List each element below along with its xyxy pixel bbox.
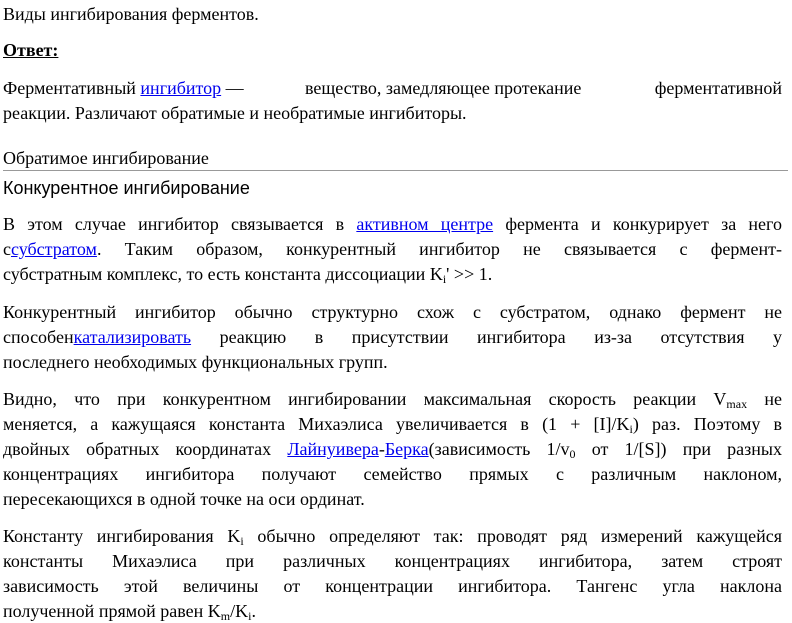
link-active-center[interactable]: активном центре	[356, 214, 494, 234]
p3-text: не	[747, 389, 782, 409]
p3-line-2	[3, 413, 782, 435]
p3-text: Видно, что при конкурентном ингибировании максимальная скорость реакции V	[3, 389, 727, 409]
p1-text: . Таким образом, конкурентный ингибитор не связывается с фермент-	[96, 239, 782, 259]
p3-line-4: концентрациях ингибитора получают семейство прямых с различным наклоном,	[3, 464, 782, 484]
doc-title: Виды ингибирования ферментов.	[3, 4, 259, 24]
p3-text: -	[378, 439, 385, 459]
link-burk[interactable]: Берка	[384, 439, 429, 459]
p3-text: меняется, а кажущаяся константа Михаэлиса увеличивается в (1 + [I]/K	[3, 414, 630, 434]
p4-line-2: константы Михаэлиса при различных концентрациях ингибитора, затем строят	[3, 551, 782, 571]
subscript: 0	[569, 447, 576, 461]
subscript: i	[248, 609, 252, 623]
p1-text: фермента и конкурирует за него	[493, 214, 782, 234]
p3-text: от 1/[S]) при разных	[575, 439, 782, 459]
p3-text: (зависимость 1/v	[428, 439, 570, 459]
link-lineweaver[interactable]: Лайнуивера	[287, 439, 379, 459]
p2-line-3: последнего необходимых функциональных групп.	[3, 352, 388, 372]
p3-text: ) раз. Поэтому в	[632, 414, 782, 434]
p4-text: Константу ингибирования K	[3, 526, 241, 546]
link-catalyze[interactable]: катализировать	[73, 327, 192, 347]
subscript: max	[726, 397, 748, 411]
intro-text: ферментативной	[654, 78, 782, 98]
p4-line-3: зависимость этой величины от концентрации ингибитора. Тангенс угла наклона	[3, 576, 782, 596]
section-divider	[3, 170, 788, 171]
subscript: i	[629, 422, 633, 436]
intro-text: Ферментативный	[3, 78, 141, 98]
p3-text: двойных обратных координатах	[3, 439, 288, 459]
subscript: i	[240, 534, 244, 548]
subscript: m	[220, 609, 231, 623]
p2-text: способен	[3, 327, 74, 347]
subscript: i	[442, 272, 447, 286]
p1-text: В этом случае ингибитор связывается в	[3, 214, 357, 234]
answer-label: Ответ:	[3, 40, 59, 60]
p4-text: обычно определяют так: проводят ряд измерений кажущейся	[243, 526, 783, 546]
p1-text: субстратным комплекс, то есть константа диссоциации K	[3, 264, 443, 284]
p4-line-1	[3, 525, 782, 547]
p1-text: ' >> 1.	[446, 264, 493, 284]
p3-line-5: пересекающихся в одной точке на оси ординат.	[3, 489, 365, 509]
intro-text: вещество, замедляющее протекание	[305, 78, 582, 98]
p1-line-1	[3, 213, 782, 235]
p3-line-1	[3, 388, 782, 410]
p4-line-4	[3, 600, 256, 622]
p4-text: /K	[230, 601, 249, 621]
p1-text: с	[3, 239, 11, 259]
link-substrate[interactable]: субстратом	[11, 239, 97, 259]
p1-line-3	[3, 263, 492, 285]
p4-text: полученной прямой равен K	[3, 601, 221, 621]
p2-line-2	[3, 326, 782, 348]
p2-text: реакцию в присутствии ингибитора из-за отсутствия у	[191, 327, 782, 347]
intro-line-2: реакции. Различают обратимые и необратимые ингибиторы.	[3, 103, 467, 123]
sub-heading: Конкурентное ингибирование	[3, 178, 250, 198]
p4-text: .	[251, 601, 256, 621]
section-heading: Обратимое ингибирование	[3, 148, 209, 168]
intro-dash: —	[221, 78, 244, 98]
p1-line-2	[3, 238, 782, 260]
intro-line-1	[3, 77, 782, 99]
p2-line-1: Конкурентный ингибитор обычно структурно схож с субстратом, однако фермент не	[3, 302, 782, 322]
p3-line-3	[3, 438, 782, 460]
link-inhibitor[interactable]: ингибитор	[140, 78, 222, 98]
